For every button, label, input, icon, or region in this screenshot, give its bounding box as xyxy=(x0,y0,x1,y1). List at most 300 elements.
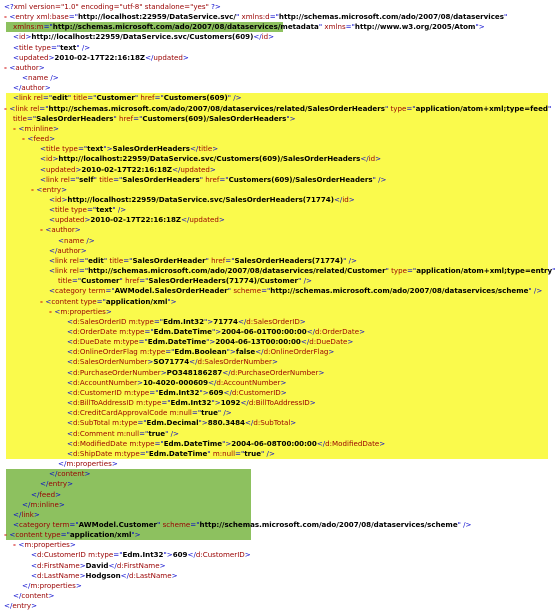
xml-token-punct: > xyxy=(136,377,143,387)
xml-token-punct: =" xyxy=(78,266,89,276)
xml-token-punct: " xyxy=(157,519,163,529)
xml-token-tag: id xyxy=(45,154,53,164)
xml-token-punct: "> xyxy=(211,327,222,336)
xml-token-text: 1092 xyxy=(220,398,241,408)
xml-token-attrval: true xyxy=(148,428,166,438)
xml-token-punct: =" xyxy=(113,550,123,560)
xml-token-tag: d:OnlineOrderFlag xyxy=(263,347,329,357)
xml-token-punct: " xyxy=(384,103,391,113)
xml-token-punct: </ xyxy=(255,347,264,357)
xml-token-text: http://localhost:22959/DataService.svc/Customers(609) xyxy=(31,32,254,42)
xml-token-tag: updated xyxy=(54,215,85,225)
xml-token-punct: > xyxy=(268,32,275,42)
xml-token-text: false xyxy=(235,347,256,357)
xml-token-tag: m:inline xyxy=(24,123,53,133)
xml-token-attrval: SalesOrderHeader xyxy=(132,255,206,265)
xml-token-text: http://localhost:22959/DataService.svc/Customers(609)/SalesOrderHeaders xyxy=(58,154,361,164)
xml-token-attrval: Customers(609) xyxy=(163,93,228,103)
xml-token-attrname: m:null xyxy=(116,428,140,438)
xml-token-attrval: http://schemas.microsoft.com/ado/2007/08/dataservices/scheme xyxy=(270,286,529,296)
xml-token-attrval: application/xml xyxy=(69,530,132,540)
xml-token-attrname: title xyxy=(109,255,124,265)
xml-token-attrval: Edm.DateTime xyxy=(153,327,212,336)
xml-token-attrname: type xyxy=(44,530,61,540)
xml-token-text: 10-4020-000609 xyxy=(142,377,209,387)
xml-line xyxy=(0,43,550,53)
xml-token-punct: > xyxy=(347,337,354,347)
xml-token-punct: > xyxy=(52,154,59,164)
xml-line xyxy=(0,83,550,93)
xml-token-punct: " xyxy=(67,93,74,103)
xml-token-attrname: rel xyxy=(69,266,79,276)
xml-token-attrname: type xyxy=(391,266,407,276)
xml-token-punct: " xyxy=(199,174,206,184)
xml-token-punct: "> xyxy=(204,316,214,326)
xml-token-punct: =" xyxy=(269,12,279,22)
xml-line xyxy=(0,266,553,276)
xml-token-tag: id xyxy=(54,194,62,204)
xml-token-punct: " /> xyxy=(261,448,275,458)
xml-token-punct: > xyxy=(271,357,278,367)
xml-token-punct: " xyxy=(113,113,120,123)
xml-token-punct: > xyxy=(49,134,56,144)
xml-token-attrname: xml:base xyxy=(36,12,69,22)
xml-token-tag: updated xyxy=(18,52,49,62)
xml-token-punct: " xyxy=(119,276,126,286)
xml-token-punct: </ xyxy=(22,499,31,509)
xml-line xyxy=(0,490,550,500)
xml-token-punct: < xyxy=(67,377,73,387)
xml-token-tag: title xyxy=(45,144,63,154)
xml-token-punct: > xyxy=(55,489,62,499)
xml-token-tag: content xyxy=(57,469,85,479)
xml-token-tag: author xyxy=(21,83,45,93)
xml-token-attrname: rel xyxy=(30,103,40,113)
xml-token-punct: </ xyxy=(181,215,190,225)
xml-token-tag: d:CustomerID xyxy=(195,550,245,560)
collapse-toggle[interactable]: - xyxy=(40,296,46,306)
xml-token-punct: </ xyxy=(49,469,58,479)
xml-token-punct: < xyxy=(31,570,37,580)
xml-token-punct: < xyxy=(67,408,73,418)
xml-token-attrval: AWModel.Customer xyxy=(78,519,158,529)
collapse-toggle[interactable]: - xyxy=(49,306,55,316)
xml-token-punct: </ xyxy=(13,591,22,601)
xml-line xyxy=(0,286,550,296)
xml-token-attrname: rel xyxy=(33,93,43,103)
xml-token-tag: d:DueDate xyxy=(72,337,114,347)
xml-token-attrval: Edm.DateTime xyxy=(163,438,223,448)
xml-token-tag: d:BillToAddressID xyxy=(72,398,137,408)
xml-line xyxy=(0,2,550,12)
xml-token-punct: ?> xyxy=(211,2,221,11)
xml-token-text: 2010-02-17T22:16:18Z xyxy=(54,52,146,62)
xml-token-punct: > xyxy=(61,194,68,204)
xml-token-punct: </ xyxy=(120,570,129,580)
xml-token-punct: =" xyxy=(139,276,149,286)
xml-token-attrname: href xyxy=(205,174,220,184)
xml-token-punct: > xyxy=(31,601,38,611)
xml-line xyxy=(0,408,550,418)
xml-token-punct: < xyxy=(45,296,52,306)
xml-token-punct: =" xyxy=(133,113,143,123)
xml-line xyxy=(0,530,550,540)
xml-token-attrname: m:type xyxy=(140,347,166,357)
xml-token-punct: < xyxy=(67,337,73,347)
xml-token-tag: d:FirstName xyxy=(116,560,160,570)
xml-token-punct: =" xyxy=(137,418,147,428)
xml-token-punct: < xyxy=(18,540,25,550)
xml-token-punct: < xyxy=(13,42,19,52)
xml-token-text: 2010-02-17T22:16:18Z xyxy=(81,164,173,174)
xml-token-punct: > xyxy=(61,184,68,194)
xml-token-punct: > xyxy=(160,367,167,377)
xml-line xyxy=(0,215,550,225)
collapse-toggle[interactable]: - xyxy=(13,540,19,550)
xml-token-punct: " xyxy=(207,448,213,458)
xml-token-attrname: xmlns:m xyxy=(13,22,44,32)
xml-token-tag: d:LastName xyxy=(128,570,172,580)
xml-token-attrval: Edm.DateTime xyxy=(147,337,207,347)
xml-token-tag: d:AccountNumber xyxy=(72,377,137,387)
xml-token-punct: < xyxy=(22,73,28,83)
xml-token-attrval: Customers(609)/SalesOrderHeaders xyxy=(228,174,373,184)
xml-token-punct: </ xyxy=(222,367,231,377)
xml-token-attrval: Edm.Int32 xyxy=(163,316,205,326)
xml-token-punct: < xyxy=(18,123,25,133)
xml-token-punct: =" xyxy=(261,286,271,296)
xml-token-attrname: m:type xyxy=(88,550,114,560)
xml-token-tag: link xyxy=(54,266,70,276)
collapse-toggle[interactable]: - xyxy=(4,12,10,22)
xml-token-punct: =" xyxy=(139,448,149,458)
xml-token-punct: > xyxy=(218,215,225,225)
xml-token-tag: d:SalesOrderNumber xyxy=(197,357,272,367)
xml-token-punct: =" xyxy=(77,144,88,154)
xml-line xyxy=(0,510,550,520)
xml-line xyxy=(0,561,550,571)
xml-token-punct: </ xyxy=(187,550,196,560)
xml-token-punct: < xyxy=(67,367,73,377)
xml-token-punct: > xyxy=(52,123,59,133)
xml-token-tag: d:PurchaseOrderNumber xyxy=(230,367,319,377)
xml-token-punct: =" xyxy=(68,12,78,22)
xml-line xyxy=(0,297,550,307)
xml-token-punct: </ xyxy=(145,52,154,62)
xml-line xyxy=(0,93,550,103)
xml-token-punct: =" xyxy=(153,316,164,326)
xml-token-punct: =" xyxy=(235,448,245,458)
xml-line xyxy=(0,114,550,124)
xml-token-punct: > xyxy=(48,52,55,62)
xml-token-attrval: SalesOrderHeaders(71774) xyxy=(234,255,344,265)
xml-token-attrval: application/xml xyxy=(105,296,168,306)
xml-token-tag: updated xyxy=(45,164,76,174)
xml-line xyxy=(0,104,550,114)
collapse-toggle[interactable]: - xyxy=(40,225,46,235)
xml-token-punct: =" xyxy=(69,174,80,184)
xml-token-tag: d:OnlineOrderFlag xyxy=(72,347,141,357)
xml-token-punct: =" xyxy=(219,174,229,184)
xml-token-punct: < xyxy=(13,32,19,42)
xml-token-attrval: http://schemas.microsoft.com/ado/2007/08/dataservices/metadata xyxy=(52,22,319,32)
xml-token-punct: > xyxy=(375,154,382,164)
xml-token-punct: < xyxy=(67,387,73,397)
xml-token-punct: =" xyxy=(60,530,70,540)
xml-token-attrname: scheme xyxy=(162,519,191,529)
xml-token-punct: > xyxy=(58,499,65,509)
xml-token-attrname: href xyxy=(125,276,140,286)
xml-token-punct: > xyxy=(84,215,91,225)
xml-token-tag: d:CustomerID xyxy=(72,387,125,397)
xml-token-tag: id xyxy=(261,32,269,42)
xml-token-punct: =" xyxy=(50,42,61,52)
xml-line xyxy=(0,591,550,601)
xml-token-punct: > xyxy=(67,479,74,489)
xml-line xyxy=(0,195,550,205)
xml-token-punct: =" xyxy=(86,205,97,215)
xml-token-attrval: true xyxy=(201,408,218,418)
xml-token-punct: </ xyxy=(333,194,343,204)
collapse-toggle[interactable]: - xyxy=(31,184,37,194)
xml-token-punct: =" xyxy=(138,337,148,347)
xml-token-tag: id xyxy=(18,32,26,42)
xml-token-attrname: rel xyxy=(69,255,79,265)
xml-token-tag: d:CustomerID xyxy=(231,387,281,397)
xml-token-text: 609 xyxy=(172,550,188,560)
xml-token-punct: < xyxy=(40,174,46,184)
xml-token-text: Hodgson xyxy=(85,570,121,580)
xml-token-tag: d:ModifiedDate xyxy=(325,438,380,448)
xml-line xyxy=(0,175,550,185)
xml-token-punct: < xyxy=(9,62,16,72)
xml-token-punct: =" xyxy=(71,276,82,286)
xml-line xyxy=(0,571,550,581)
xml-token-punct: < xyxy=(67,428,73,438)
xml-token-text: 2004-06-01T00:00:00 xyxy=(221,327,307,336)
xml-token-punct: < xyxy=(49,215,55,225)
xml-line xyxy=(0,134,550,144)
xml-token-punct: " /> xyxy=(165,428,179,438)
collapse-toggle[interactable]: - xyxy=(22,134,28,144)
xml-token-punct: </ xyxy=(223,387,232,397)
xml-token-punct: "> xyxy=(131,530,141,540)
xml-token-punct: </ xyxy=(253,32,262,42)
xml-token-tag: link xyxy=(18,93,34,103)
xml-token-punct: /> xyxy=(50,73,59,83)
xml-token-tag: m:properties xyxy=(24,540,70,550)
xml-token-attrval: text xyxy=(87,144,104,154)
collapse-toggle[interactable]: - xyxy=(4,103,10,113)
xml-token-tag: link xyxy=(45,174,61,184)
xml-token-punct: "> xyxy=(211,398,221,408)
xml-token-attrname: title xyxy=(58,276,72,286)
xml-token-punct: "> xyxy=(475,22,485,32)
xml-token-punct: =" xyxy=(113,174,123,184)
xml-token-punct: < xyxy=(49,255,55,265)
xml-token-tag: author xyxy=(15,62,39,72)
xml-token-punct: > xyxy=(290,418,297,428)
xml-token-punct: =" xyxy=(42,93,53,103)
xml-token-attrval: http://schemas.microsoft.com/ado/2007/08/dataservices xyxy=(278,12,504,22)
xml-token-punct: " xyxy=(134,93,141,103)
xml-token-attrname: term xyxy=(88,286,106,296)
xml-token-punct: "> xyxy=(198,418,208,428)
xml-token-punct: < xyxy=(13,519,19,529)
xml-token-tag: d:SalesOrderID xyxy=(246,316,300,326)
xml-token-punct: < xyxy=(13,93,19,103)
xml-token-punct: < xyxy=(31,550,37,560)
xml-token-punct: </ xyxy=(244,418,254,428)
xml-token-tag: d:SubTotal xyxy=(253,418,291,428)
xml-token-punct: =" xyxy=(154,438,164,448)
xml-token-punct: > xyxy=(79,560,86,570)
xml-line xyxy=(0,357,550,367)
xml-token-attrval: Edm.Int32 xyxy=(158,387,200,397)
xml-token-attrname: m:null xyxy=(169,408,192,418)
xml-line xyxy=(0,429,550,439)
xml-token-tag: title xyxy=(198,144,213,154)
xml-token-attrval: application/atom+xml;type=entry xyxy=(416,266,553,276)
xml-token-punct: > xyxy=(379,438,386,448)
xml-line xyxy=(0,459,550,469)
xml-token-tag: m:inline xyxy=(30,499,59,509)
xml-token-tag: updated xyxy=(189,215,219,225)
xml-token-punct: "> xyxy=(286,113,296,123)
xml-line xyxy=(0,246,550,256)
xml-token-text: 880.3484 xyxy=(207,418,245,428)
xml-token-punct: < xyxy=(67,357,73,367)
xml-token-attrname: m:type xyxy=(124,387,150,397)
xml-token-punct: > xyxy=(244,550,251,560)
xml-token-punct: > xyxy=(75,164,82,174)
xml-line xyxy=(0,479,550,489)
xml-token-punct: </ xyxy=(108,560,117,570)
xml-token-punct: " xyxy=(318,22,325,32)
xml-token-punct: > xyxy=(171,570,178,580)
collapse-toggle[interactable]: - xyxy=(13,123,19,133)
xml-token-punct: > xyxy=(69,540,76,550)
xml-token-punct: > xyxy=(299,316,306,326)
collapse-toggle[interactable]: - xyxy=(4,530,10,540)
xml-token-punct: < xyxy=(45,225,52,235)
xml-token-attrval: Edm.Int32 xyxy=(170,398,212,408)
xml-line xyxy=(0,327,550,337)
xml-token-punct: > xyxy=(25,32,32,42)
xml-token-text: http://localhost:22959/DataService.svc/SalesOrderHeaders(71774) xyxy=(67,194,334,204)
xml-token-punct: > xyxy=(105,306,112,316)
xml-line xyxy=(0,368,550,378)
xml-token-tag: category xyxy=(18,519,53,529)
xml-token-attrval: SalesOrderHeaders(71774)/Customer xyxy=(148,276,299,286)
xml-line xyxy=(0,540,550,550)
xml-token-tag: d:BillToAddressID xyxy=(248,398,310,408)
xml-token-punct: </ xyxy=(172,164,181,174)
xml-token-tag: link xyxy=(54,255,70,265)
xml-token-punct: > xyxy=(209,164,216,174)
xml-token-punct: =" xyxy=(165,347,175,357)
xml-token-pi: xml version="1.0" encoding="utf-8" standalone="yes" xyxy=(13,2,212,11)
xml-token-punct: /> xyxy=(86,235,95,245)
xml-token-punct: " xyxy=(205,255,212,265)
xml-token-text: 2004-06-08T00:00:00 xyxy=(231,438,317,448)
xml-token-tag: d:AccountNumber xyxy=(216,377,281,387)
xml-token-text: 71774 xyxy=(213,316,238,326)
xml-token-punct: > xyxy=(75,580,82,590)
xml-token-tag: author xyxy=(57,245,81,255)
xml-token-punct: </ xyxy=(208,377,217,387)
xml-token-punct: =" xyxy=(96,296,106,306)
xml-line xyxy=(0,601,550,611)
xml-token-punct: " xyxy=(103,255,110,265)
xml-line xyxy=(0,236,550,246)
xml-token-attrname: m:type xyxy=(112,418,138,428)
xml-token-tag: author xyxy=(51,225,75,235)
xml-line xyxy=(0,205,550,215)
xml-token-punct: < xyxy=(49,266,55,276)
xml-document xyxy=(0,2,553,611)
xml-line xyxy=(0,165,550,175)
xml-token-punct: " xyxy=(385,266,392,276)
xml-token-punct: =" xyxy=(161,398,171,408)
xml-line xyxy=(0,388,550,398)
xml-token-punct: " xyxy=(547,103,552,113)
xml-token-tag: d:SalesOrderNumber xyxy=(72,357,148,367)
xml-line xyxy=(0,439,550,449)
xml-token-punct: " xyxy=(227,286,234,296)
xml-token-tag: d:CreditCardApprovalCode xyxy=(72,408,170,418)
xml-token-punct: > xyxy=(309,398,316,408)
xml-line xyxy=(0,449,550,459)
xml-token-punct: < xyxy=(67,438,73,448)
xml-line xyxy=(0,307,550,317)
xml-token-attrname: m:type xyxy=(114,448,140,458)
xml-token-punct: </ xyxy=(189,357,198,367)
xml-token-attrval: Edm.Int32 xyxy=(122,550,164,560)
collapse-toggle[interactable]: - xyxy=(4,62,10,72)
xml-token-punct: =" xyxy=(26,113,37,123)
xml-token-attrval: http://localhost:22959/DataService.svc/ xyxy=(78,12,236,22)
xml-token-text: David xyxy=(85,560,109,570)
xml-token-punct: "> xyxy=(206,337,216,347)
xml-token-tag: entry xyxy=(15,12,37,22)
xml-token-punct: < xyxy=(49,205,55,215)
xml-token-punct: < xyxy=(40,144,46,154)
xml-token-tag: m:properties xyxy=(66,459,112,469)
xml-line xyxy=(0,53,550,63)
xml-token-punct: =" xyxy=(43,22,53,32)
xml-token-punct: " /> xyxy=(76,42,91,52)
xml-token-attrname: scheme xyxy=(233,286,262,296)
xml-token-attrval: text xyxy=(60,42,77,52)
xml-token-tag: m:properties xyxy=(60,306,106,316)
xml-token-attrval: self xyxy=(79,174,94,184)
xml-token-punct: =" xyxy=(39,103,49,113)
xml-token-punct: " /> xyxy=(112,205,127,215)
xml-token-punct: < xyxy=(67,418,73,428)
xml-token-tag: name xyxy=(63,235,87,245)
xml-token-attrname: m:null xyxy=(212,448,236,458)
xml-token-tag: link xyxy=(21,509,34,519)
xml-token-attrname: rel xyxy=(60,174,70,184)
xml-token-attrname: m:type xyxy=(129,438,155,448)
xml-token-tag: d:FirstName xyxy=(36,560,80,570)
xml-token-punct: =" xyxy=(149,387,159,397)
xml-token-punct: </ xyxy=(316,438,326,448)
xml-line xyxy=(0,418,550,428)
xml-token-punct: > xyxy=(280,387,287,397)
xml-token-tag: content xyxy=(15,530,45,540)
